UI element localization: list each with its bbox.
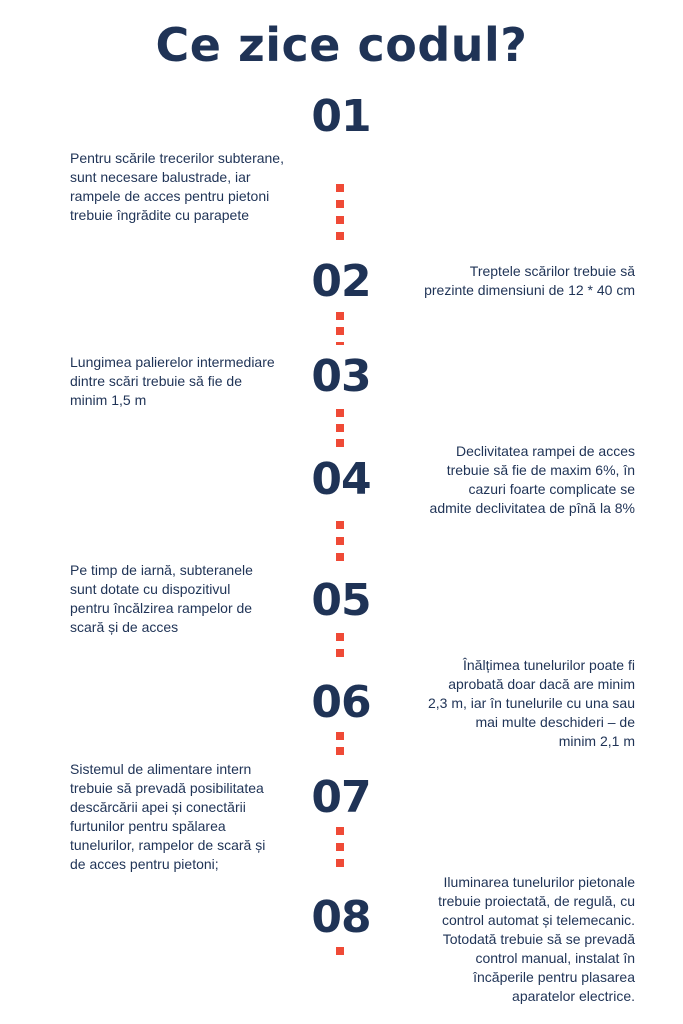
timeline-dash [336, 184, 344, 192]
timeline-dash [336, 633, 344, 641]
step-text-03: Lungimea palierelor intermediare dintre scări trebuie să fie de minim 1,5 m [70, 354, 275, 408]
step-text-06: Înălțimea tunelurilor poate fi aprobată doar dacă are minim 2,3 m, iar în tunelurile cu una sau mai multe deschideri – de minim 2,1 m [427, 657, 635, 749]
timeline-dash [336, 732, 344, 740]
step-number-08: 08 [311, 892, 371, 943]
step-text-08: Iluminarea tunelurilor pietonale trebuie proiectată, de regulă, cu control automat și telemecanic. Totodată trebuie să se prevadă control manual, instalat în încăperile pentru plasarea aparatelor electrice. [438, 874, 635, 1004]
timeline-dash [336, 827, 344, 835]
timeline-dash [336, 409, 344, 417]
timeline-dash [336, 553, 344, 561]
timeline-dash [336, 200, 344, 208]
step-number-05: 05 [311, 575, 371, 626]
step-number-02: 02 [311, 256, 371, 307]
step-number-07: 07 [311, 772, 371, 823]
timeline-dash [336, 424, 344, 432]
step-number-03: 03 [311, 351, 371, 402]
timeline-dash [336, 859, 344, 867]
timeline-dash [336, 947, 344, 955]
step-text-01: Pentru scările trecerilor subterane, sunt necesare balustrade, iar rampele de acces pentru pietoni trebuie îngrădite cu parapete [70, 150, 284, 223]
timeline-dash [336, 342, 344, 345]
step-number-01: 01 [311, 91, 371, 142]
step-text-02: Treptele scărilor trebuie să prezinte dimensiuni de 12 * 40 cm [424, 263, 635, 298]
timeline-dash [336, 843, 344, 851]
page-title: Ce zice codul? [155, 18, 528, 72]
timeline-dash [336, 649, 344, 657]
step-text-04: Declivitatea rampei de acces trebuie să fie de maxim 6%, în cazuri foarte complicate se admite declivitatea de pînă la 8% [429, 443, 635, 516]
step-number-04: 04 [311, 454, 371, 505]
timeline-dash [336, 439, 344, 447]
timeline-dash [336, 232, 344, 240]
timeline-dash [336, 312, 344, 320]
timeline-dash [336, 327, 344, 335]
timeline-dash [336, 537, 344, 545]
step-text-07: Sistemul de alimentare intern trebuie să prevadă posibilitatea descărcării apei și conectării furtunilor pentru spălarea tunelurilor, rampelor de scară și de acces pentru pietoni; [70, 761, 266, 872]
timeline-dash [336, 216, 344, 224]
step-number-06: 06 [311, 677, 371, 728]
step-text-05: Pe timp de iarnă, subteranele sunt dotate cu dispozitivul pentru încălzirea rampelor de scară și de acces [70, 562, 253, 635]
timeline-dash [336, 747, 344, 755]
timeline-dash [336, 521, 344, 529]
